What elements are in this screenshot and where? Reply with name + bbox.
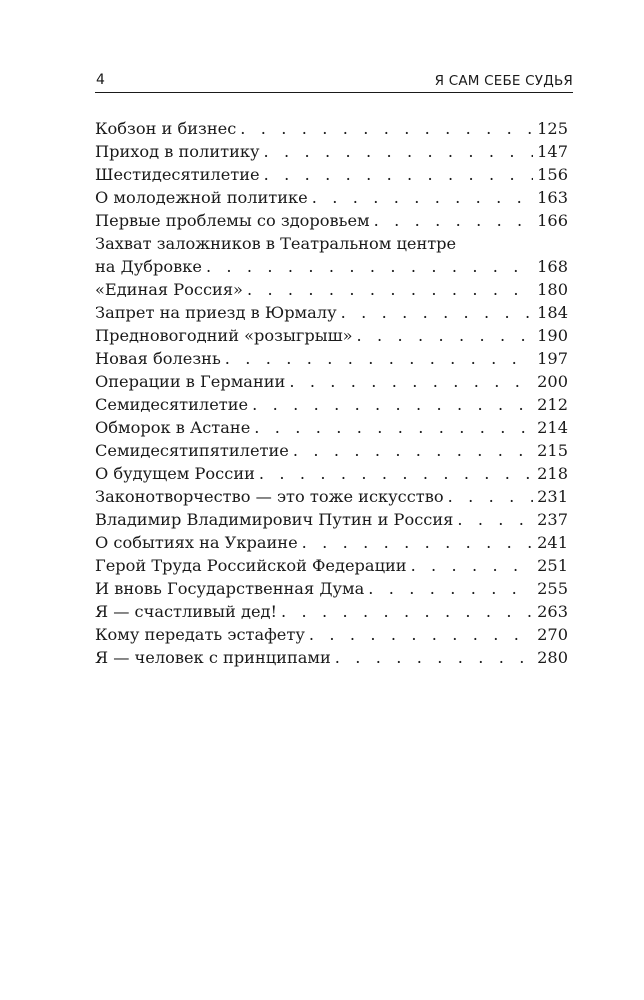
dot-leader (341, 301, 533, 324)
toc-entry (95, 140, 568, 163)
dot-leader (411, 554, 534, 577)
dot-leader (302, 531, 533, 554)
toc-entry-page: 280 (537, 648, 568, 667)
toc-entry-page: 180 (537, 280, 568, 299)
dot-leader (368, 577, 533, 600)
toc-entry-page: 255 (537, 579, 568, 598)
toc-entry-title: Кому передать эстафету (95, 625, 305, 644)
toc-entry-page: 237 (537, 510, 568, 529)
toc-entry-title: Приход в политику (95, 142, 260, 161)
toc-entry (95, 324, 568, 347)
toc-entry (95, 393, 568, 416)
toc-entry-page: 231 (537, 487, 568, 506)
dot-leader (374, 209, 533, 232)
toc-entry-title: Операции в Германии (95, 372, 286, 391)
toc-entry (95, 577, 568, 600)
toc-entry-page: 156 (537, 165, 568, 184)
toc-entry-title: «Единая Россия» (95, 280, 243, 299)
toc-entry-title: О будущем России (95, 464, 255, 483)
toc-entry (95, 186, 568, 209)
dot-leader (293, 439, 533, 462)
toc-entry (95, 485, 568, 508)
toc-entry (95, 439, 568, 462)
toc-entry-page: 218 (537, 464, 568, 483)
toc-entry-title: Владимир Владимирович Путин и Россия (95, 510, 454, 529)
toc-entry-title: Первые проблемы со здоровьем (95, 211, 370, 230)
toc-entry (95, 554, 568, 577)
dot-leader (289, 370, 533, 393)
toc-entry-title: Предновогодний «розыгрыш» (95, 326, 353, 345)
toc-entry-title: Я — счастливый дед! (95, 602, 278, 621)
dot-leader (206, 255, 533, 278)
dot-leader (252, 393, 533, 416)
toc-entry-title: Обморок в Астане (95, 418, 251, 437)
dot-leader (457, 508, 533, 531)
toc-entry-title: на Дубровке (95, 257, 202, 276)
toc-entry-title: О молодежной политике (95, 188, 308, 207)
toc-entry-page: 241 (537, 533, 568, 552)
dot-leader (448, 485, 533, 508)
toc-entry-title: И вновь Государственная Дума (95, 579, 365, 598)
dot-leader (335, 646, 533, 669)
toc-entry-page: 147 (537, 142, 568, 161)
running-title: Я САМ СЕБЕ СУДЬЯ (434, 73, 573, 89)
dot-leader (225, 347, 533, 370)
toc-entry-page: 270 (537, 625, 568, 644)
dot-leader (264, 163, 533, 186)
dot-leader (254, 416, 533, 439)
toc-entry-title: Шестидесятилетие (95, 165, 260, 184)
toc-entry-title: Запрет на приезд в Юрмалу (95, 303, 337, 322)
toc-entry-page: 215 (537, 441, 568, 460)
toc-entry (95, 163, 568, 186)
toc-entry-title-line1: Захват заложников в Театральном центре (95, 234, 457, 253)
toc-entry-page: 200 (537, 372, 568, 391)
toc-entry-title: О событиях на Украине (95, 533, 298, 552)
dot-leader (312, 186, 533, 209)
toc-entry-title: Я — человек с принципами (95, 648, 331, 667)
toc-entry-page: 190 (537, 326, 568, 345)
toc-entry (95, 646, 568, 669)
toc-entry (95, 416, 568, 439)
toc-entry-page: 197 (537, 349, 568, 368)
dot-leader (259, 462, 533, 485)
toc-entry-title: Новая болезнь (95, 349, 221, 368)
page-number: 4 (96, 72, 105, 88)
table-of-contents (95, 117, 568, 669)
toc-entry-page: 168 (537, 257, 568, 276)
toc-entry-page: 163 (537, 188, 568, 207)
toc-entry-page: 125 (537, 119, 568, 138)
dot-leader (264, 140, 534, 163)
toc-entry-page: 184 (537, 303, 568, 322)
toc-entry (95, 117, 568, 140)
toc-entry (95, 209, 568, 232)
dot-leader (357, 324, 534, 347)
dot-leader (240, 117, 533, 140)
toc-entry-page: 251 (537, 556, 568, 575)
toc-entry (95, 600, 568, 623)
toc-entry-title: Семидесятилетие (95, 395, 249, 414)
dot-leader (309, 623, 533, 646)
toc-entry (95, 232, 568, 278)
toc-entry (95, 347, 568, 370)
toc-entry-title: Законотворчество — это тоже искусство (95, 487, 444, 506)
toc-entry-title: Семидесятипятилетие (95, 441, 289, 460)
running-header (95, 70, 573, 93)
toc-entry-page: 263 (537, 602, 568, 621)
toc-entry (95, 623, 568, 646)
toc-entry (95, 531, 568, 554)
toc-entry-page: 166 (537, 211, 568, 230)
toc-entry (95, 278, 568, 301)
toc-entry-page: 214 (537, 418, 568, 437)
toc-entry-page: 212 (537, 395, 568, 414)
toc-entry (95, 462, 568, 485)
toc-entry (95, 370, 568, 393)
toc-entry (95, 508, 568, 531)
toc-entry-title: Кобзон и бизнес (95, 119, 237, 138)
toc-entry-title: Герой Труда Российской Федерации (95, 556, 407, 575)
toc-entry (95, 301, 568, 324)
dot-leader (281, 600, 533, 623)
dot-leader (247, 278, 533, 301)
